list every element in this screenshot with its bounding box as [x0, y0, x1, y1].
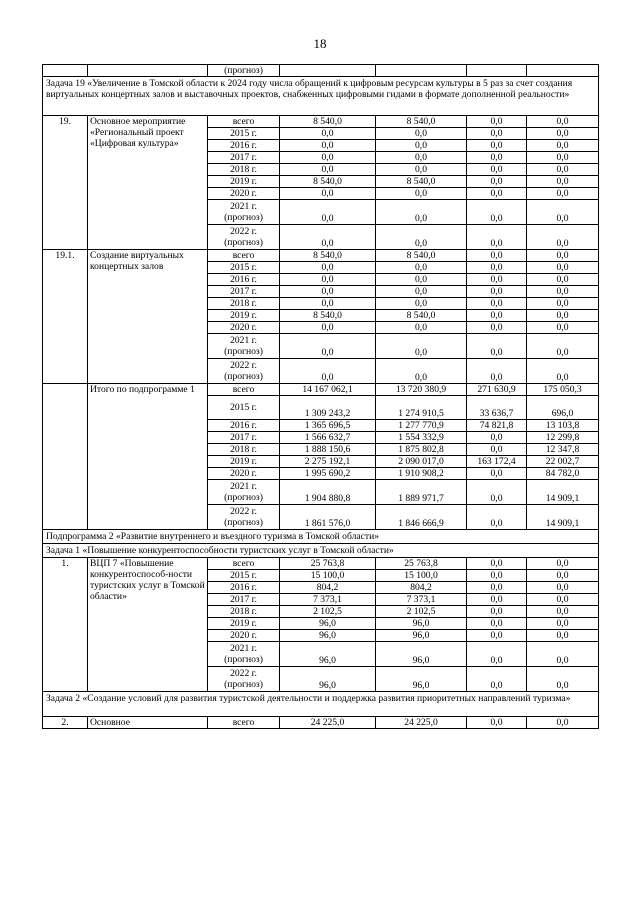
year-cell: 2015 г. [208, 396, 280, 420]
value-cell: 14 909,1 [527, 505, 599, 530]
year-cell: всего [208, 558, 280, 570]
value-cell: 0,0 [527, 200, 599, 225]
value-cell: 1 846 666,9 [376, 505, 467, 530]
value-cell: 0,0 [467, 310, 527, 322]
value-cell: 22 002,7 [527, 456, 599, 468]
value-cell: 0,0 [527, 298, 599, 310]
value-cell: 12 347,8 [527, 444, 599, 456]
year-cell: 2017 г. [208, 152, 280, 164]
value-cell: 24 225,0 [280, 717, 376, 729]
budget-table [42, 64, 599, 729]
value-cell: 0,0 [280, 262, 376, 274]
year-cell: 2020 г. [208, 630, 280, 642]
task-1-title: Задача 1 «Повышение конкурентоспособности туристских услуг в Томской области» [43, 544, 599, 558]
year-cell: 2021 г. (прогноз) [208, 642, 280, 667]
value-cell: 0,0 [376, 298, 467, 310]
item-name: Основное [88, 717, 208, 729]
value-cell: 8 540,0 [280, 250, 376, 262]
task-row [43, 77, 599, 116]
item-name: ВЦП 7 «Повышение конкурентоспособ-ности туристских услуг в Томской области» [88, 558, 208, 692]
value-cell: 8 540,0 [280, 176, 376, 188]
value-cell: 1 861 576,0 [280, 505, 376, 530]
value-cell: 0,0 [467, 225, 527, 250]
value-cell: 2 090 017,0 [376, 456, 467, 468]
value-cell: 0,0 [376, 200, 467, 225]
value-cell: 0,0 [467, 468, 527, 480]
table-row [43, 250, 599, 262]
item-name: Создание виртуальных концертных залов [88, 250, 208, 384]
value-cell: 8 540,0 [376, 116, 467, 128]
year-cell: 2020 г. [208, 468, 280, 480]
value-cell: 0,0 [280, 274, 376, 286]
value-cell: 0,0 [280, 225, 376, 250]
year-cell: 2019 г. [208, 176, 280, 188]
value-cell: 0,0 [280, 322, 376, 334]
value-cell: 0,0 [527, 128, 599, 140]
year-cell: 2022 г. (прогноз) [208, 225, 280, 250]
value-cell: 0,0 [527, 116, 599, 128]
page-number: 18 [313, 36, 327, 51]
value-cell: 0,0 [527, 582, 599, 594]
value-cell: 1 277 770,9 [376, 420, 467, 432]
value-cell: 0,0 [527, 322, 599, 334]
year-cell: 2018 г. [208, 444, 280, 456]
value-cell: 0,0 [467, 188, 527, 200]
value-cell: 0,0 [527, 717, 599, 729]
value-cell: 0,0 [467, 582, 527, 594]
value-cell: 0,0 [376, 286, 467, 298]
value-cell: 0,0 [527, 274, 599, 286]
value-cell: 0,0 [467, 274, 527, 286]
value-cell: 0,0 [376, 152, 467, 164]
value-cell: 0,0 [280, 128, 376, 140]
value-cell: 7 373,1 [280, 594, 376, 606]
value-cell: 14 167 062,1 [280, 384, 376, 396]
row-number [43, 384, 88, 530]
value-cell: 0,0 [280, 188, 376, 200]
value-cell: 0,0 [376, 140, 467, 152]
value-cell: 0,0 [376, 225, 467, 250]
value-cell: 96,0 [376, 630, 467, 642]
value-cell: 0,0 [527, 176, 599, 188]
year-cell: 2015 г. [208, 262, 280, 274]
value-cell: 0,0 [467, 286, 527, 298]
value-cell: 12 299,8 [527, 432, 599, 444]
value-cell: 96,0 [280, 630, 376, 642]
value-cell: 0,0 [467, 140, 527, 152]
value-cell: 0,0 [467, 667, 527, 692]
value-cell: 0,0 [467, 432, 527, 444]
year-cell: 2022 г. (прогноз) [208, 667, 280, 692]
table-row [43, 558, 599, 570]
value-cell: 0,0 [376, 322, 467, 334]
row-number: 19. [43, 116, 88, 250]
year-cell: 2021 г. (прогноз) [208, 200, 280, 225]
value-cell: 0,0 [467, 176, 527, 188]
value-cell: 7 373,1 [376, 594, 467, 606]
year-cell: 2016 г. [208, 274, 280, 286]
task-row [43, 544, 599, 558]
value-cell: 0,0 [527, 188, 599, 200]
value-cell: 0,0 [467, 618, 527, 630]
value-cell: 0,0 [280, 298, 376, 310]
value-cell: 0,0 [467, 594, 527, 606]
value-cell: 0,0 [527, 286, 599, 298]
value-cell: 24 225,0 [376, 717, 467, 729]
value-cell: 0,0 [527, 558, 599, 570]
task-19-title: Задача 19 «Увеличение в Томской области к 2024 году числа обращений к цифровым ресурсам культуры в 5 раз за счет создания виртуальных концертных залов и выставочных проектов, снабженных цифровыми гидами в формате дополненной реальности» [43, 77, 599, 116]
value-cell: 1 889 971,7 [376, 480, 467, 505]
value-cell: 0,0 [527, 334, 599, 359]
year-cell: 2021 г. (прогноз) [208, 480, 280, 505]
row-number: 19.1. [43, 250, 88, 384]
value-cell: 8 540,0 [376, 176, 467, 188]
value-cell: 96,0 [376, 618, 467, 630]
value-cell: 0,0 [280, 152, 376, 164]
subprogram-row [43, 530, 599, 544]
value-cell: 0,0 [467, 480, 527, 505]
year-cell: 2019 г. [208, 456, 280, 468]
value-cell: 0,0 [467, 128, 527, 140]
value-cell: 0,0 [376, 334, 467, 359]
value-cell: 0,0 [467, 200, 527, 225]
value-cell: 0,0 [527, 164, 599, 176]
value-cell: 0,0 [467, 505, 527, 530]
year-cell: всего [208, 717, 280, 729]
value-cell: 96,0 [280, 667, 376, 692]
value-cell: 0,0 [527, 140, 599, 152]
value-cell: 0,0 [527, 630, 599, 642]
value-cell: 0,0 [467, 642, 527, 667]
value-cell: 8 540,0 [376, 250, 467, 262]
row-number: 2. [43, 717, 88, 729]
value-cell: 25 763,8 [280, 558, 376, 570]
value-cell: 0,0 [280, 164, 376, 176]
value-cell: 696,0 [527, 396, 599, 420]
year-cell: 2015 г. [208, 570, 280, 582]
value-cell: 2 275 192,1 [280, 456, 376, 468]
task-row [43, 692, 599, 717]
value-cell: 0,0 [376, 164, 467, 176]
value-cell: 0,0 [527, 642, 599, 667]
value-cell: 0,0 [376, 359, 467, 384]
table-row [43, 65, 599, 77]
value-cell: 0,0 [467, 334, 527, 359]
value-cell: 1 309 243,2 [280, 396, 376, 420]
value-cell: 0,0 [467, 558, 527, 570]
task-2-title: Задача 2 «Создание условий для развития туристской деятельности и поддержка развития приоритетных направлений туризма» [43, 692, 599, 717]
value-cell: 15 100,0 [376, 570, 467, 582]
year-cell: 2017 г. [208, 594, 280, 606]
value-cell: 1 995 690,2 [280, 468, 376, 480]
value-cell: 0,0 [527, 618, 599, 630]
value-cell: 13 103,8 [527, 420, 599, 432]
year-cell: 2022 г. (прогноз) [208, 505, 280, 530]
value-cell: 1 554 332,9 [376, 432, 467, 444]
value-cell: 2 102,5 [280, 606, 376, 618]
value-cell: 96,0 [280, 618, 376, 630]
value-cell: 0,0 [376, 262, 467, 274]
value-cell: 0,0 [280, 334, 376, 359]
value-cell: 0,0 [467, 444, 527, 456]
value-cell: 0,0 [527, 359, 599, 384]
year-cell: всего [208, 384, 280, 396]
year-cell: 2018 г. [208, 298, 280, 310]
year-cell: 2021 г. (прогноз) [208, 334, 280, 359]
value-cell: 13 720 380,9 [376, 384, 467, 396]
year-cell: 2015 г. [208, 128, 280, 140]
year-cell: 2022 г. (прогноз) [208, 359, 280, 384]
value-cell: 0,0 [280, 200, 376, 225]
value-cell: 0,0 [467, 717, 527, 729]
value-cell: 0,0 [527, 570, 599, 582]
value-cell: 0,0 [376, 128, 467, 140]
value-cell: 0,0 [280, 359, 376, 384]
value-cell: 1 904 880,8 [280, 480, 376, 505]
value-cell: 14 909,1 [527, 480, 599, 505]
value-cell: 8 540,0 [280, 310, 376, 322]
value-cell: 0,0 [467, 152, 527, 164]
value-cell: 0,0 [467, 298, 527, 310]
value-cell: 0,0 [527, 594, 599, 606]
value-cell: 0,0 [467, 322, 527, 334]
subprogram-2-title: Подпрограмма 2 «Развитие внутреннего и въездного туризма в Томской области» [43, 530, 599, 544]
value-cell: 15 100,0 [280, 570, 376, 582]
value-cell: 8 540,0 [376, 310, 467, 322]
value-cell: 0,0 [527, 152, 599, 164]
value-cell: 1 566 632,7 [280, 432, 376, 444]
value-cell: 0,0 [280, 286, 376, 298]
year-cell: 2016 г. [208, 140, 280, 152]
value-cell: 175 050,3 [527, 384, 599, 396]
value-cell: 1 888 150,6 [280, 444, 376, 456]
value-cell: 84 782,0 [527, 468, 599, 480]
year-cell: 2018 г. [208, 164, 280, 176]
value-cell: 0,0 [527, 606, 599, 618]
value-cell: 1 875 802,8 [376, 444, 467, 456]
value-cell: 1 274 910,5 [376, 396, 467, 420]
value-cell: 0,0 [467, 250, 527, 262]
value-cell: 0,0 [527, 225, 599, 250]
year-cell: 2020 г. [208, 322, 280, 334]
year-cell: (прогноз) [208, 65, 280, 77]
table-row [43, 116, 599, 128]
value-cell: 2 102,5 [376, 606, 467, 618]
value-cell: 0,0 [467, 262, 527, 274]
year-cell: 2017 г. [208, 432, 280, 444]
year-cell: 2017 г. [208, 286, 280, 298]
value-cell: 0,0 [376, 188, 467, 200]
year-cell: 2019 г. [208, 618, 280, 630]
value-cell: 96,0 [376, 667, 467, 692]
table-row [43, 717, 599, 729]
year-cell: 2019 г. [208, 310, 280, 322]
value-cell: 804,2 [280, 582, 376, 594]
value-cell: 0,0 [527, 262, 599, 274]
value-cell: 163 172,4 [467, 456, 527, 468]
value-cell: 0,0 [527, 310, 599, 322]
year-cell: всего [208, 116, 280, 128]
value-cell: 0,0 [467, 359, 527, 384]
year-cell: всего [208, 250, 280, 262]
value-cell: 74 821,8 [467, 420, 527, 432]
value-cell: 0,0 [527, 667, 599, 692]
value-cell: 0,0 [376, 274, 467, 286]
value-cell: 96,0 [280, 642, 376, 667]
table-row [43, 384, 599, 396]
value-cell: 271 630,9 [467, 384, 527, 396]
value-cell: 33 636,7 [467, 396, 527, 420]
value-cell: 0,0 [467, 164, 527, 176]
value-cell: 0,0 [280, 140, 376, 152]
value-cell: 1 365 696,5 [280, 420, 376, 432]
row-number: 1. [43, 558, 88, 692]
value-cell: 0,0 [527, 250, 599, 262]
value-cell: 96,0 [376, 642, 467, 667]
value-cell: 0,0 [467, 570, 527, 582]
value-cell: 25 763,8 [376, 558, 467, 570]
value-cell: 1 910 908,2 [376, 468, 467, 480]
value-cell: 0,0 [467, 606, 527, 618]
year-cell: 2020 г. [208, 188, 280, 200]
item-name: Основное мероприятие «Региональный проект «Цифровая культура» [88, 116, 208, 250]
year-cell: 2016 г. [208, 582, 280, 594]
item-name: Итого по подпрограмме 1 [88, 384, 208, 530]
value-cell: 804,2 [376, 582, 467, 594]
value-cell: 0,0 [467, 630, 527, 642]
value-cell: 0,0 [467, 116, 527, 128]
value-cell: 8 540,0 [280, 116, 376, 128]
year-cell: 2016 г. [208, 420, 280, 432]
year-cell: 2018 г. [208, 606, 280, 618]
